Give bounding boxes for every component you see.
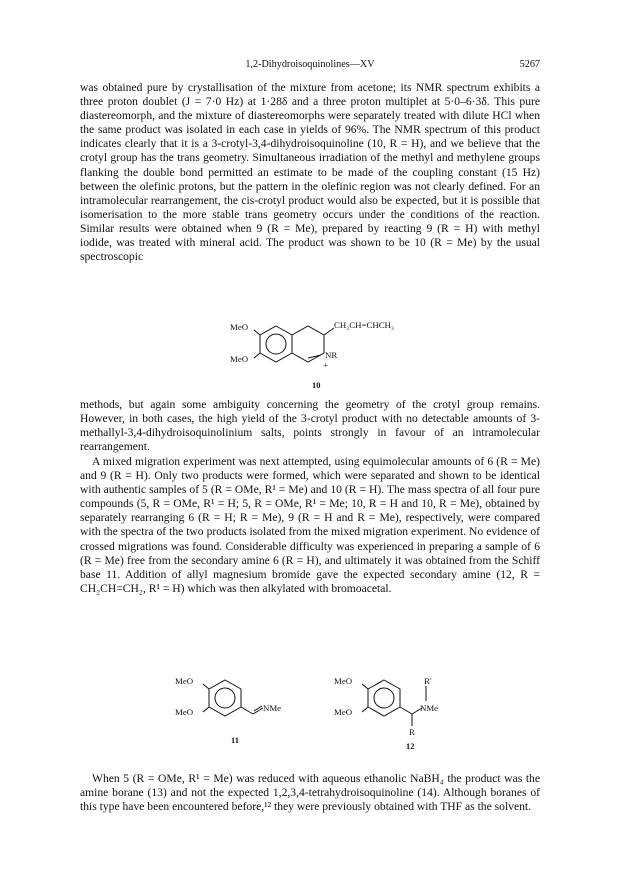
compound-number-10: 10 (312, 381, 321, 390)
running-header (80, 59, 540, 73)
compound-number-12: 12 (406, 742, 415, 751)
running-title: 1,2-Dihydroisoquinolines—XV (245, 59, 375, 70)
nr-label: NR (325, 350, 338, 360)
plus-charge: + (323, 360, 328, 370)
meo-label-top: MeO (175, 676, 194, 686)
paragraph-3: A mixed migration experiment was next attempted, using equimolecular amounts of 6 (R = Me) and 9 (R = H). Only two products were formed, which were separated and shown to be identical with authentic samples of 5 (R = OMe, R¹ = Me) and 10 (R = H). The mass spectra of all four pure compounds (5, R = OMe, R¹ = H; 5, R = OMe, R¹ = Me; 10, R = H and 10, R = Me), obtained by separately rearranging 6 (R = H; R = Me), 9 (R = H and R = Me), respectively, were compared with the spectra of the two products isolated from the mixed migration experiment. No evidence of crossed migrations was found. Considerable difficulty was experienced in preparing a sample of 6 (R = Me) free from the secondary amine 6 (R = H), and ultimately it was obtained from the Schiff base 11. Addition of allyl magnesium bromide gave the expected secondary amine (12, R = CH₂CH=CH₂, R¹ = H) which was then alkylated with bromoacetal. (80, 455, 540, 595)
meo-label-bottom: MeO (334, 707, 353, 717)
paragraph-2: methods, but again some ambiguity concerning the geometry of the crotyl group remains. However, in both cases, the high yield of the 3-crotyl product with no detectable amounts of 3-methallyl-3,4-dihydroisoquinolinium salts, points strongly in favour of an intramolecular rearrangement. (80, 398, 540, 454)
meo-label-bottom: MeO (175, 707, 194, 717)
nme-label: NMe (420, 703, 439, 713)
page-number: 5267 (519, 59, 540, 70)
compound-number-11: 11 (231, 736, 239, 745)
structure-10 (230, 316, 400, 390)
structure-11 (175, 668, 295, 744)
meo-label-top: MeO (230, 322, 249, 332)
crotyl-substituent-label: CH₂CH=CHCH₃ (334, 320, 394, 330)
structure-12 (334, 668, 454, 750)
paragraph-1: was obtained pure by crystallisation of the mixture from acetone; its NMR spectrum exhibits a three proton doublet (J = 7·0 Hz) at 1·28δ and a three proton multiplet at 5·0–6·3δ. This pure diastereomorph, and the mixture of diastereomorphs were separately treated with dilute HCl when the same product was isolated in each case in yields of 96%. The NMR spectrum of this product indicates clearly that it is a 3-crotyl-3,4-dihydroisoquinoline (10, R = H), and we believe that the crotyl group has the trans geometry. Simultaneous irradiation of the methyl and methylene groups flanking the double bond permitted an estimate to be made of the coupling constant (15 Hz) between the olefinic protons, but the pattern in the olefinic region was not clearly defined. For an intramolecular rearrangement, the cis-crotyl product would also be expected, but it is possible that isomerisation to the more stable trans geometry occurs under the conditions of the reaction. Similar results were obtained when 9 (R = Me), prepared by reacting 9 (R = H) with methyl iodide, was treated with mineral acid. The product was shown to be 10 (R = Me) by the usual spectroscopic (80, 81, 540, 264)
paragraph-4: When 5 (R = OMe, R¹ = Me) was reduced with aqueous ethanolic NaBH₄ the product was the amine borane (13) and not the expected 1,2,3,4-tetrahydroisoquinoline (14). Although boranes of this type have been encountered before,¹² they were previously obtained with THF as the solvent. (80, 772, 540, 814)
meo-label-bottom: MeO (230, 354, 249, 364)
nme-label: NMe (263, 703, 282, 713)
meo-label-top: MeO (334, 676, 353, 686)
r-label: R (409, 727, 415, 737)
r-prime-label: R′ (424, 676, 432, 686)
